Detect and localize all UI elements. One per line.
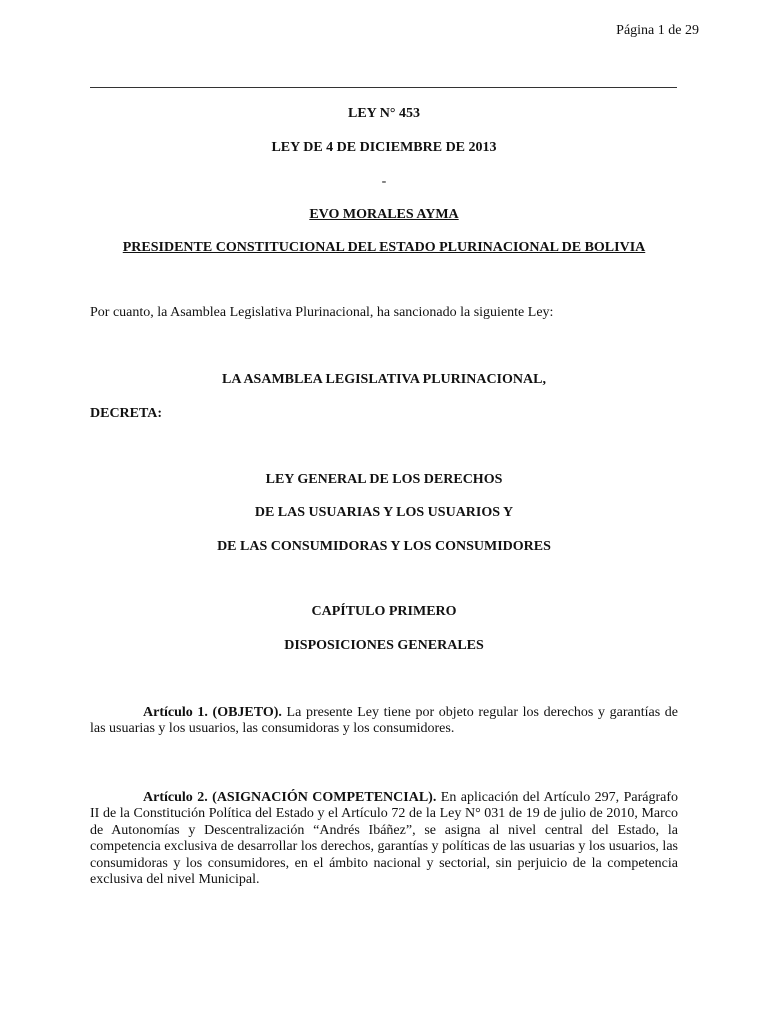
law-title-line-3: DE LAS CONSUMIDORAS Y LOS CONSUMIDORES [217,539,551,554]
law-number: LEY N° 453 [348,106,420,121]
decreta-heading: DECRETA: [90,406,163,421]
president-name: EVO MORALES AYMA [309,207,459,222]
law-date: LEY DE 4 DE DICIEMBRE DE 2013 [271,140,497,155]
article-2 [90,790,678,888]
page-number: Página 1 de 29 [616,23,699,38]
chapter-heading: CAPÍTULO PRIMERO [311,604,457,619]
separator-dash: - [381,174,387,189]
assembly-heading: LA ASAMBLEA LEGISLATIVA PLURINACIONAL, [222,372,546,387]
header-divider [90,87,677,88]
law-title-line-2: DE LAS USUARIAS Y LOS USUARIOS Y [254,505,514,520]
article-2-body: En aplicación del Artículo 297, Parágrafo II de la Constitución Política del Estado y el Artículo 72 de la Ley N° 031 de 19 de julio de 2010, Marco de Autonomías y Descentralización “Andrés Ibáñez”, se asigna al nivel central del Estado, la competencia exclusiva de desarrollar los derechos, garantías y políticas de las usuarias y los usuarios, las consumidoras y los consumidores, en el ámbito nacional y sectorial, sin perjuicio de la competencia exclusiva del nivel Municipal. [90,790,679,888]
article-1 [90,705,678,738]
law-title-line-1: LEY GENERAL DE LOS DERECHOS [265,472,503,487]
article-2-heading: Artículo 2. (ASIGNACIÓN COMPETENCIAL). [143,790,437,805]
president-title: PRESIDENTE CONSTITUCIONAL DEL ESTADO PLURINACIONAL DE BOLIVIA [122,240,646,255]
article-1-heading: Artículo 1. (OBJETO). [143,705,282,720]
preamble-text: Por cuanto, la Asamblea Legislativa Plurinacional, ha sancionado la siguiente Ley: [90,305,554,320]
article-1-body: La presente Ley tiene por objeto regular los derechos y garantías de las usuarias y los usuarios, las consumidoras y los consumidores. [90,705,679,737]
chapter-title: DISPOSICIONES GENERALES [284,638,484,653]
